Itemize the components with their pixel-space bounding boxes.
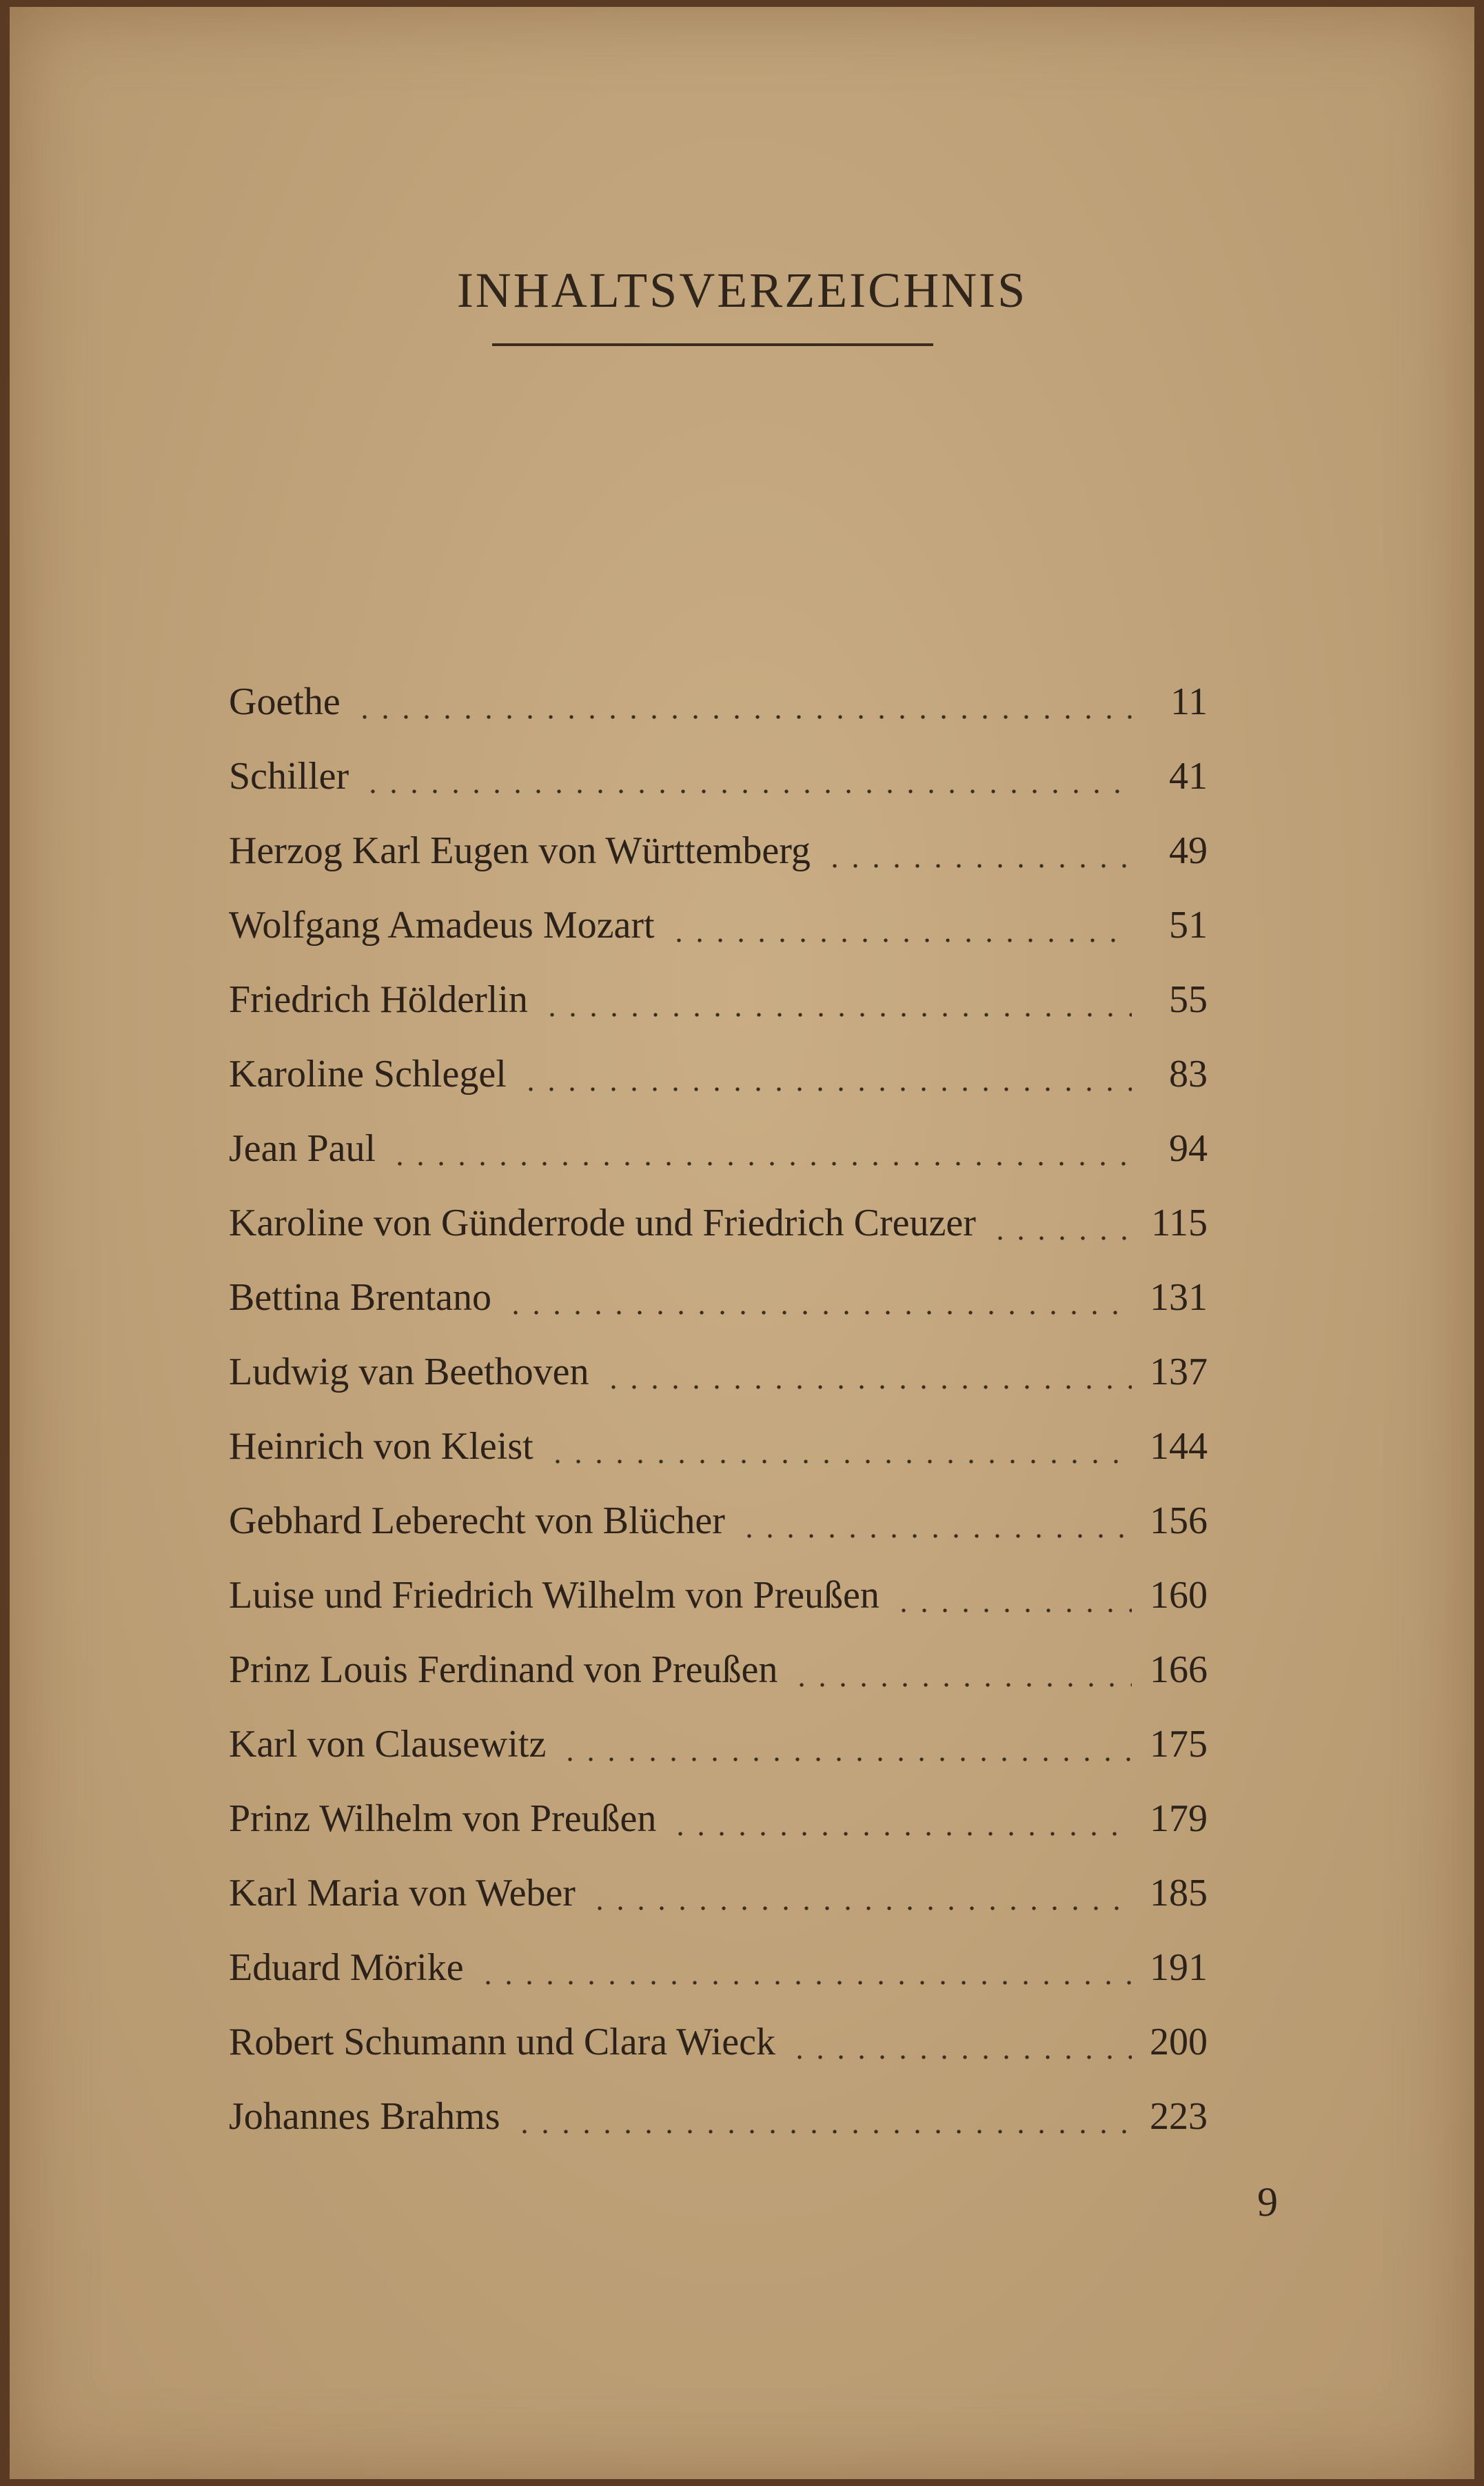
leader-dots (505, 1310, 1132, 1315)
leader-dots (990, 1235, 1132, 1241)
title-underline (492, 343, 933, 346)
leader-dots (520, 1087, 1132, 1092)
entry-page-number: 41 (1169, 755, 1208, 798)
toc-entry (229, 743, 1208, 818)
table-of-contents (229, 669, 1208, 2158)
toc-entry (229, 1264, 1208, 1339)
leader-dots (589, 1906, 1132, 1911)
entry-title: Schiller (229, 755, 349, 798)
toc-entry (229, 1562, 1208, 1637)
entry-title: Ludwig van Beethoven (229, 1351, 589, 1393)
toc-entry (229, 1041, 1208, 1115)
entry-page-number: 191 (1150, 1946, 1208, 1989)
toc-entry (229, 1934, 1208, 2009)
entry-title: Heinrich von Kleist (229, 1425, 533, 1468)
page-number: 9 (1257, 2179, 1278, 2225)
entry-title: Prinz Louis Ferdinand von Preußen (229, 1648, 778, 1691)
entry-page-number: 160 (1150, 1574, 1208, 1617)
entry-title: Luise und Friedrich Wilhelm von Preußen (229, 1574, 880, 1617)
entry-title: Karoline von Günderrode und Friedrich Creuzer (229, 1202, 976, 1244)
leader-dots (893, 1608, 1132, 1613)
entry-page-number: 156 (1150, 1499, 1208, 1542)
toc-entry (229, 967, 1208, 1041)
leader-dots (669, 938, 1132, 943)
leader-dots (670, 1831, 1132, 1837)
entry-page-number: 223 (1150, 2095, 1208, 2138)
entry-page-number: 49 (1169, 829, 1208, 872)
entry-page-number: 94 (1169, 1127, 1208, 1170)
entry-title: Goethe (229, 680, 340, 723)
leader-dots (739, 1533, 1132, 1539)
book-page (10, 7, 1474, 2479)
entry-title: Jean Paul (229, 1127, 376, 1170)
toc-entry (229, 1711, 1208, 1786)
entry-title: Bettina Brentano (229, 1276, 492, 1319)
entry-title: Johannes Brahms (229, 2095, 500, 2138)
leader-dots (547, 1459, 1132, 1464)
leader-dots (354, 714, 1132, 720)
entry-title: Karoline Schlegel (229, 1053, 507, 1095)
toc-entry (229, 2009, 1208, 2083)
entry-title: Karl Maria von Weber (229, 1872, 576, 1914)
toc-entry (229, 1786, 1208, 1860)
leader-dots (791, 1682, 1132, 1688)
toc-entry (229, 1339, 1208, 1413)
entry-title: Friedrich Hölderlin (229, 978, 528, 1021)
toc-entry (229, 1860, 1208, 1934)
entry-title: Gebhard Leberecht von Blücher (229, 1499, 725, 1542)
entry-page-number: 51 (1169, 904, 1208, 947)
entry-title: Herzog Karl Eugen von Württemberg (229, 829, 811, 872)
toc-entry (229, 669, 1208, 743)
leader-dots (789, 2054, 1132, 2060)
entry-page-number: 131 (1150, 1276, 1208, 1319)
leader-dots (478, 1980, 1132, 1985)
entry-title: Prinz Wilhelm von Preußen (229, 1797, 657, 1840)
leader-dots (824, 863, 1132, 869)
leader-dots (542, 1012, 1132, 1018)
toc-entry (229, 1190, 1208, 1264)
entry-page-number: 179 (1150, 1797, 1208, 1840)
entry-title: Eduard Mörike (229, 1946, 464, 1989)
entry-title: Robert Schumann und Clara Wieck (229, 2021, 775, 2063)
entry-title: Karl von Clausewitz (229, 1723, 547, 1766)
toc-entry (229, 1115, 1208, 1190)
leader-dots (560, 1757, 1132, 1762)
leader-dots (603, 1384, 1132, 1390)
toc-entry (229, 892, 1208, 967)
leader-dots (514, 2129, 1132, 2134)
toc-entry (229, 1637, 1208, 1711)
entry-page-number: 166 (1150, 1648, 1208, 1691)
toc-entry (229, 818, 1208, 892)
toc-entry (229, 1413, 1208, 1488)
leader-dots (389, 1161, 1132, 1166)
entry-title: Wolfgang Amadeus Mozart (229, 904, 655, 947)
entry-page-number: 83 (1169, 1053, 1208, 1095)
entry-page-number: 200 (1150, 2021, 1208, 2063)
toc-entry (229, 2083, 1208, 2158)
entry-page-number: 185 (1150, 1872, 1208, 1914)
entry-page-number: 144 (1150, 1425, 1208, 1468)
entry-page-number: 55 (1169, 978, 1208, 1021)
entry-page-number: 175 (1150, 1723, 1208, 1766)
leader-dots (363, 789, 1132, 794)
entry-page-number: 11 (1170, 680, 1208, 723)
page-title: INHALTSVERZEICHNIS (456, 263, 1028, 318)
entry-page-number: 137 (1150, 1351, 1208, 1393)
toc-entry (229, 1488, 1208, 1562)
entry-page-number: 115 (1151, 1202, 1208, 1244)
